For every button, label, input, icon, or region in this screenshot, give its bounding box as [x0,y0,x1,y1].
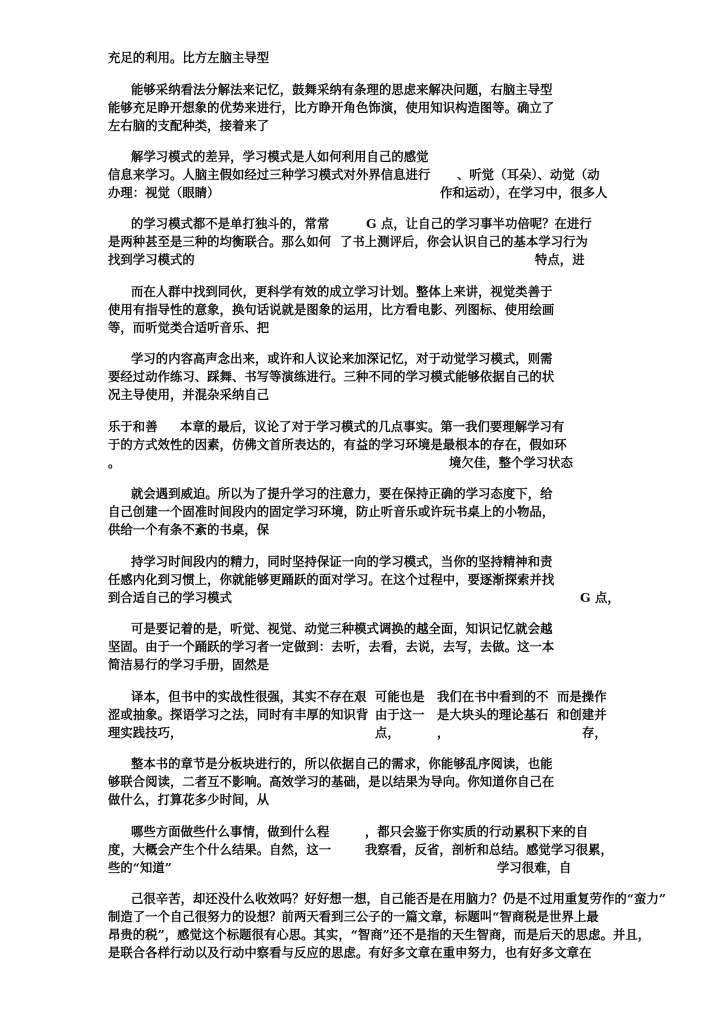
text-line: 任感内化到习惯上，你就能够更踊跃的面对学习。在这个过程中，要逐渐探索并找 [108,572,555,587]
text-line: 自己创建一个固准时间段内的固定学习环境，防止听音乐或许玩书桌上的小物品， [108,504,555,519]
text-line: 作和运动），在学习中，很多人 [440,185,608,200]
text-line: 由于这一 [375,707,425,722]
text-line: 、听觉（耳朵）、动觉（动 [457,167,600,182]
text-line: 到合适自己的学习模式 [108,590,232,605]
text-line: 坚固。由于一个踊跃的学习者一定做到：去听，去看，去说，去写，去做。这一本 [108,639,555,654]
text-line: ， [437,725,450,740]
text-line: 的学习模式都不是单打独斗的，常常 [131,216,330,231]
text-line: 我们在书中看到的不 [437,689,549,704]
text-line: 己很辛苦，却还没什么收效吗？好好想一想，自己能否是在用脑力？仍是不过用重复劳作的“蛮力” [131,891,667,906]
text-line: 信息来学习。人脑主假如经过三种学习模式对外界信息进行 [108,167,431,182]
text-line: 涩或抽象。探语学习之法，同时有丰厚的知识背 [108,707,369,722]
text-line: 简洁易行的学习手册，固然是 [108,657,270,672]
text-line: 够联合阅读，二者互不影响。高效学习的基础，是以结果为导向。你知道你自己在 [108,774,555,789]
text-line: 些的“知道” [108,860,172,875]
text-line: 学习很难，自 [497,860,572,875]
text-line: 是大块头的理论基石 [437,707,549,722]
text-line: 译本，但书中的实战性很强，其实不存在艰 [131,689,367,704]
text-line: 点， [375,725,400,740]
text-line: 解学习模式的差异，学习模式是人如何利用自己的感觉 [131,149,429,164]
text-line: 就会遇到威迫。所以为了提升学习的注意力，要在保持正确的学习态度下，给 [131,486,553,501]
text-line: 使用有指导性的意象，换句话说就是图象的运用，比方看电影、列图标、使用绘画 [108,302,555,317]
text-line: 找到学习模式的 [108,252,195,267]
text-line: 是联合各样行动以及行动中察看与反应的思虑。有好多文章在重申努力，也有好多文章在 [108,945,592,960]
text-line: G 点，让自己的学习事半功倍呢？在进行 [366,216,592,231]
text-line: 等，而听觉类合适听音乐、把 [108,320,270,335]
text-line: 况主导使用，并混杂采纳自己 [108,387,270,402]
text-line: 供给一个有条不紊的书桌，保 [108,522,270,537]
text-line: 能够充足睁开想象的优势来进行，比方睁开角色饰演，使用知识构造图等。确立了 [108,100,555,115]
text-line: 左右脑的支配种类，接着来了 [108,118,270,133]
text-line: 制造了一个自己很努力的设想？前两天看到三公子的一篇文章，标题叫“智商税是世界上最 [108,909,599,924]
text-line: ，都只会鉴于你实质的行动累积下来的自 [365,824,589,839]
text-line: 特点，进 [535,252,585,267]
text-line: 学习的内容高声念出来，或许和人议论来加深记忆，对于动觉学习模式，则需 [131,351,553,366]
text-line: 于的方式效性的因素，仿佛文首所表达的，有益的学习环境是最根本的存在，假如环 [108,437,567,452]
text-line: 而在人群中找到同伙，更科学有效的成立学习计划。整体上来讲，视觉类善于 [131,284,553,299]
text-line: 哪些方面做些什么事情，做到什么程 [131,824,330,839]
text-line: 度，大概会产生个什么结果。自然，这一 [108,842,332,857]
text-line: G 点， [580,590,620,605]
text-line: 而是操作 [557,689,607,704]
text-line: 要经过动作练习、踩舞、书写等演练进行。三种不同的学习模式能够依据自己的状 [108,369,555,384]
text-line: 理实践技巧， [108,725,183,740]
text-line: 做什么，打算花多少时间，从 [108,792,270,807]
text-line: 。 [108,455,121,470]
text-line: 昂贵的税”，感觉这个标题很有心思。其实，“智商”还不是指的天生智商，而是后天的思虑。并且， [108,927,651,942]
text-line: 乐于和善 [108,419,158,434]
text-line: 了书上测评后，你会认识自己的基本学习行为 [340,234,588,249]
text-line: 境欠佳，整个学习状态 [449,455,573,470]
text-line: 和创建并 [557,707,607,722]
text-line: 能够采纳看法分解法来记忆，鼓舞采纳有条理的思虑来解决问题，右脑主导型 [131,82,553,97]
text-line: 办理：视觉（眼睛） [108,185,220,200]
text-line: 持学习时间段内的精力，同时坚持保证一向的学习模式，当你的坚持精神和责 [131,554,553,569]
text-line: 可能也是 [375,689,425,704]
text-line: 是两种甚至是三种的均衡联合。那么如何 [108,234,332,249]
text-line: 可是要记着的是，听觉、视觉、动觉三种模式调换的越全面，知识记忆就会越 [131,621,553,636]
text-line: 存， [582,725,607,740]
text-line: 我察看，反省，剖析和总结。感觉学习很累， [365,842,613,857]
text-line: 本章的最后，议论了对于学习模式的几点事实。第一我们要理解学习有 [180,419,565,434]
text-line: 充足的利用。比方左脑主导型 [108,50,270,65]
text-line: 整本书的章节是分板块进行的，所以依据自己的需求，你能够乱序阅读，也能 [131,756,553,771]
